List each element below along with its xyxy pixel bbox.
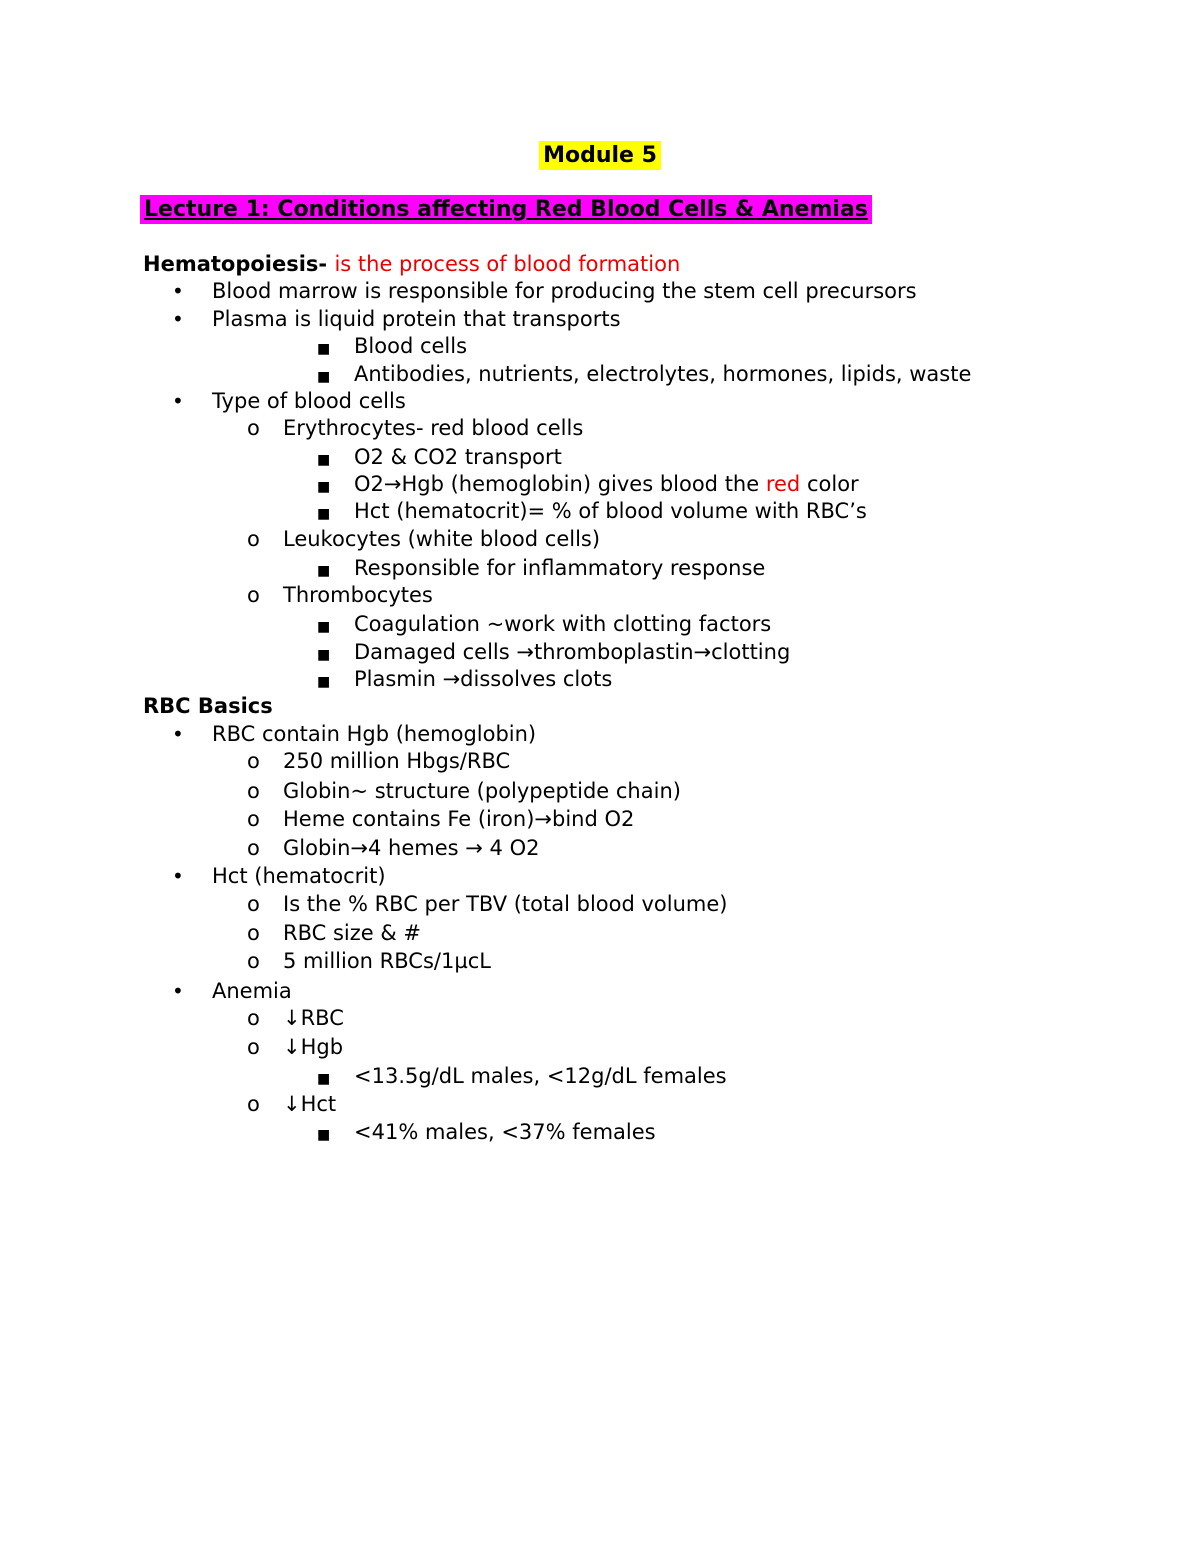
list-item-text: ↓RBC xyxy=(283,1006,344,1030)
square-bullet-icon: ■ xyxy=(317,1071,331,1087)
bullet-icon: • xyxy=(172,979,184,1003)
hollow-bullet-icon: o xyxy=(247,836,260,860)
square-bullet-icon: ■ xyxy=(317,1127,331,1143)
list-item-text: <41% males, <37% females xyxy=(354,1120,656,1144)
hematopoiesis-term: Hematopoiesis- xyxy=(143,252,328,276)
square-bullet-icon: ■ xyxy=(317,506,331,522)
list-item-text: Type of blood cells xyxy=(212,389,406,413)
lecture-heading-text: Lecture 1: Conditions affecting Red Blood Cells & Anemias xyxy=(140,195,872,224)
list-item-text: 250 million Hbgs/RBC xyxy=(283,749,511,773)
hollow-bullet-icon: o xyxy=(247,1092,260,1116)
hollow-bullet-icon: o xyxy=(247,807,260,831)
list-item-text: 5 million RBCs/1µcL xyxy=(283,949,491,973)
red-word: red xyxy=(765,472,801,496)
list-item-text: Erythrocytes- red blood cells xyxy=(283,416,584,440)
square-bullet-icon: ■ xyxy=(317,674,331,690)
list-item-text: Leukocytes (white blood cells) xyxy=(283,527,601,551)
list-item-text: ↓Hgb xyxy=(283,1035,344,1059)
bullet-icon: • xyxy=(172,722,184,746)
list-item-text: Plasma is liquid protein that transports xyxy=(212,307,621,331)
hollow-bullet-icon: o xyxy=(247,527,260,551)
list-item-text: Coagulation ~work with clotting factors xyxy=(354,612,772,636)
list-item-text: Blood marrow is responsible for producing the stem cell precursors xyxy=(212,279,917,303)
rbc-basics-heading: RBC Basics xyxy=(143,694,273,718)
list-item-text: RBC size & # xyxy=(283,921,422,945)
list-item-text-part: color xyxy=(806,472,859,496)
square-bullet-icon: ■ xyxy=(317,619,331,635)
bullet-icon: • xyxy=(172,307,184,331)
hollow-bullet-icon: o xyxy=(247,1006,260,1030)
list-item-text: Thrombocytes xyxy=(283,583,433,607)
bullet-icon: • xyxy=(172,389,184,413)
square-bullet-icon: ■ xyxy=(317,563,331,579)
bullet-icon: • xyxy=(172,279,184,303)
module-title xyxy=(0,142,1200,169)
hollow-bullet-icon: o xyxy=(247,1035,260,1059)
list-item-text: O2 & CO2 transport xyxy=(354,445,562,469)
list-item-text: Globin→4 hemes → 4 O2 xyxy=(283,836,540,860)
list-item-text-part: O2→Hgb (hemoglobin) gives blood the xyxy=(354,472,760,496)
module-title-text: Module 5 xyxy=(539,141,661,170)
hollow-bullet-icon: o xyxy=(247,921,260,945)
hollow-bullet-icon: o xyxy=(247,583,260,607)
lecture-heading xyxy=(140,196,872,223)
hollow-bullet-icon: o xyxy=(247,779,260,803)
square-bullet-icon: ■ xyxy=(317,341,331,357)
list-item-text: Antibodies, nutrients, electrolytes, hormones, lipids, waste xyxy=(354,362,972,386)
hematopoiesis-definition: is the process of blood formation xyxy=(334,252,681,276)
square-bullet-icon: ■ xyxy=(317,369,331,385)
list-item-text: Responsible for inflammatory response xyxy=(354,556,766,580)
list-item-text: Heme contains Fe (iron)→bind O2 xyxy=(283,807,635,831)
list-item-text: Plasmin →dissolves clots xyxy=(354,667,613,691)
list-item-text: Damaged cells →thromboplastin→clotting xyxy=(354,640,791,664)
list-item-text: ↓Hct xyxy=(283,1092,337,1116)
hollow-bullet-icon: o xyxy=(247,949,260,973)
hollow-bullet-icon: o xyxy=(247,416,260,440)
list-item-text: Is the % RBC per TBV (total blood volume) xyxy=(283,892,728,916)
list-item-text: RBC contain Hgb (hemoglobin) xyxy=(212,722,537,746)
hollow-bullet-icon: o xyxy=(247,892,260,916)
square-bullet-icon: ■ xyxy=(317,479,331,495)
list-item-text: Globin~ structure (polypeptide chain) xyxy=(283,779,681,803)
hematopoiesis-heading xyxy=(143,251,680,278)
list-item-text xyxy=(354,471,859,498)
list-item-text: <13.5g/dL males, <12g/dL females xyxy=(354,1064,727,1088)
square-bullet-icon: ■ xyxy=(317,647,331,663)
bullet-icon: • xyxy=(172,864,184,888)
list-item-text: Anemia xyxy=(212,979,292,1003)
square-bullet-icon: ■ xyxy=(317,452,331,468)
list-item-text: Hct (hematocrit) xyxy=(212,864,386,888)
list-item-text: Blood cells xyxy=(354,334,468,358)
hollow-bullet-icon: o xyxy=(247,749,260,773)
list-item-text: Hct (hematocrit)= % of blood volume with RBC’s xyxy=(354,499,867,523)
